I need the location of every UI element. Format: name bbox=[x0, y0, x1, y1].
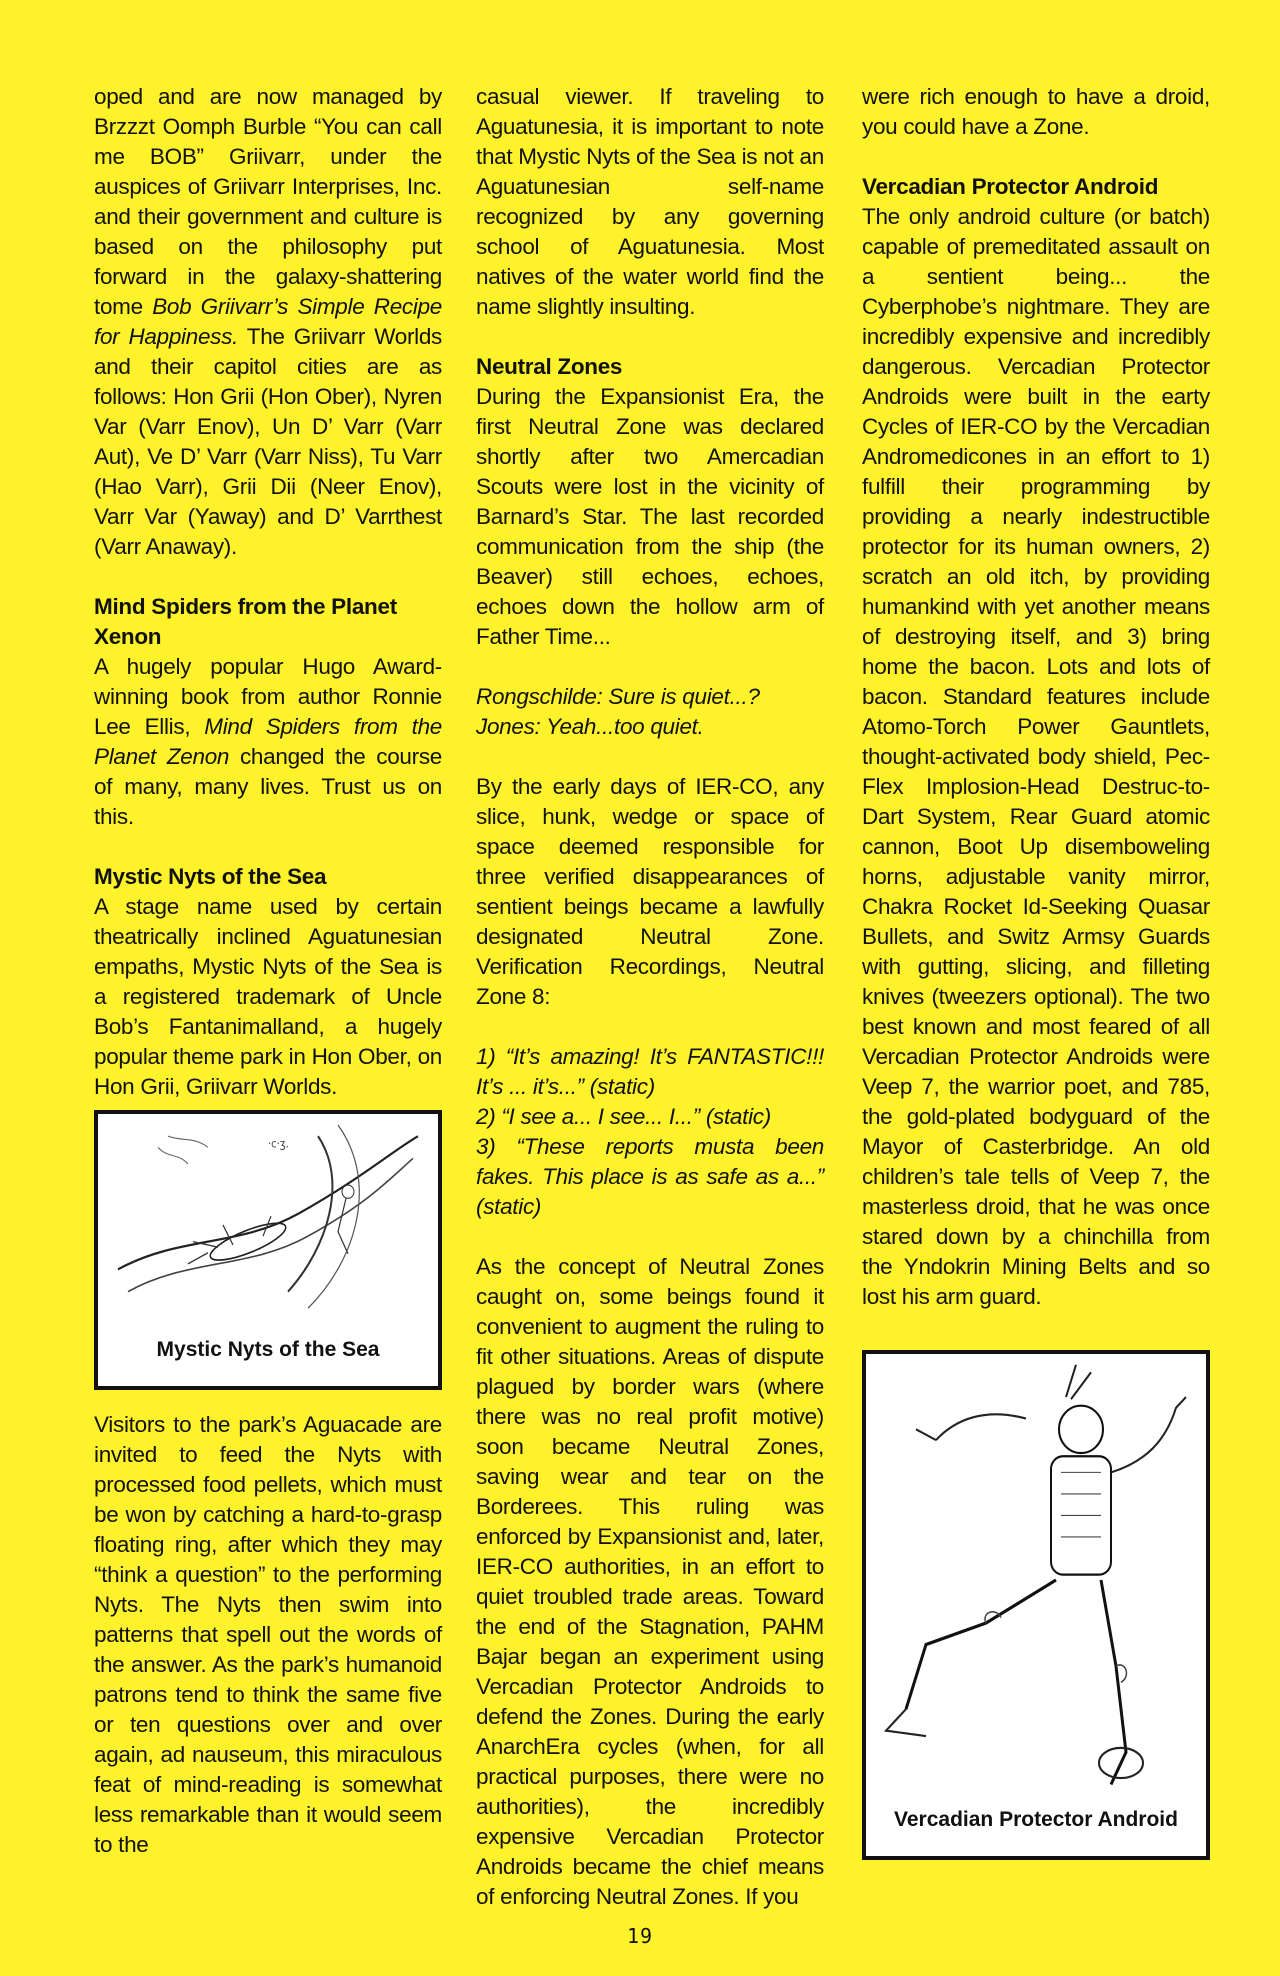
paragraph: A hugely popular Hugo Award-winning book from author Ronnie Lee Ellis, Mind Spiders from the Planet Zenon changed the course of many, many lives. Trust us on this. bbox=[94, 654, 443, 829]
paragraph: The only android culture (or batch) capable of premeditated assault on a sentient being... the Cyberphobe’s nightmare. They are incredibly expensive and incredibly dangerous. Vercadian Protector Androids were built in the earty Cycles of IER-CO by the Vercadian Andromedicones in an effort to 1) fulfill their programming by providing a nearly indestructible protector for its human owners, 2) scratch an old itch, by providing humankind with yet another means of destroying itself, and 3) bring home the bacon. Lots and lots of bacon. Standard features include Atomo-Torch Power Gauntlets, thought-activated body shield, Pec-Flex Implosion-Head Destruc-to-Dart System, Rear Guard atomic cannon, Boot Up disemboweling horns, adjustable vanity mirror, Chakra Rocket Id-Seeking Quasar Bullets, and Switz Armsy Guards with gutting, slicing, and filleting knives (tweezers optional). The two best known and most feared of all Vercadian Protector Androids were Veep 7, the warrior poet, and 785, the gold-plated bodyguard of the Mayor of Casterbridge. An old children’s tale tells of Veep 7, the masterless droid, that he was once stared down by a chinchilla from the Yndokrin Mining Belts and so lost his arm guard. bbox=[862, 204, 1210, 1309]
heading-mystic-nyts: Mystic Nyts of the Sea bbox=[94, 864, 327, 889]
figure-caption: Mystic Nyts of the Sea bbox=[156, 1338, 380, 1361]
svg-text:·c·ʒ.: ·c·ʒ. bbox=[268, 1137, 289, 1151]
column-3 bbox=[862, 82, 1210, 1342]
paragraph: By the early days of IER-CO, any slice, hunk, wedge or space of space deemed responsible for three verified disappearances of sentient beings became a lawfully designated Neutral Zone. Verification Recordings, Neutral Zone 8: bbox=[476, 774, 824, 1009]
column-2 bbox=[476, 82, 824, 1942]
paragraph: were rich enough to have a droid, you could have a Zone. bbox=[862, 84, 1210, 139]
paragraph: oped and are now managed by Brzzzt Oomph Burble “You can call me BOB” Griivarr, under the auspices of Griivarr Interprises, Inc. and their government and culture is based on the philosophy put forward in the galaxy-shattering tome Bob Griivarr’s Simple Recipe for Happiness. The Griivarr Worlds and their capitol cities are as follows: Hon Grii (Hon Ober), Nyren Var (Varr Enov), Un D’ Varr (Varr Aut), Ve D’ Varr (Varr Niss), Tu Varr (Hao Varr), Grii Dii (Neer Enov), Varr Var (Yaway) and D’ Varrthest (Varr Anaway). bbox=[94, 84, 443, 559]
vercadian-android-illustration bbox=[866, 1354, 1206, 1806]
column-1-continued bbox=[94, 1410, 442, 1890]
heading-mind-spiders: Mind Spiders from the Planet Xenon bbox=[94, 594, 397, 649]
quote-block: Rongschilde: Sure is quiet...? Jones: Yeah...too quiet. bbox=[476, 684, 760, 739]
figure-vercadian-android bbox=[862, 1350, 1210, 1860]
column-1 bbox=[94, 82, 442, 1132]
heading-neutral-zones: Neutral Zones bbox=[476, 354, 623, 379]
paragraph: A stage name used by certain theatrically inclined Aguatunesian empaths, Mystic Nyts of the Sea is a registered trademark of Uncle Bob’s Fantanimalland, a hugely popular theme park in Hon Ober, on Hon Grii, Griivarr Worlds. bbox=[94, 894, 442, 1099]
figure-mystic-nyts bbox=[94, 1110, 442, 1390]
heading-vercadian: Vercadian Protector Android bbox=[862, 174, 1159, 199]
page-number: 19 bbox=[626, 1924, 654, 1948]
paragraph: As the concept of Neutral Zones caught on, some beings found it convenient to augment the ruling to fit other situations. Areas of dispute plagued by border wars (where there was no real profit motive) soon became Neutral Zones, saving wear and tear on the Borderees. This ruling was enforced by Expansionist and, later, IER-CO authorities, in an effort to quiet troubled trade areas. Toward the end of the Stagnation, PAHM Bajar began an experiment using Vercadian Protector Androids to defend the Zones. During the early AnarchEra cycles (when, for all practical purposes, there were no authorities), the incredibly expensive Vercadian Protector Androids became the chief means of enforcing Neutral Zones. If you bbox=[476, 1254, 824, 1909]
paragraph: casual viewer. If traveling to Aguatunesia, it is important to note that Mystic Nyts of the Sea is not an Aguatunesian self-name recognized by any governing school of Aguatunesia. Most natives of the water world find the name slightly insulting. bbox=[476, 84, 824, 319]
figure-caption: Vercadian Protector Android bbox=[894, 1808, 1178, 1831]
paragraph: Visitors to the park’s Aguacade are invited to feed the Nyts with processed food pellets, which must be won by catching a hard-to-grasp floating ring, after which they may “think a question” to the performing Nyts. The Nyts then swim into patterns that spell out the words of the answer. As the park’s humanoid patrons tend to think the same five or ten questions over and over again, ad nauseum, this miraculous feat of mind-reading is somewhat less remarkable than it would seem to the bbox=[94, 1412, 442, 1857]
recordings-list: 1) “It’s amazing! It’s FANTASTIC!!! It’s ... it’s...” (static) 2) “I see a... I see... I...” (static) 3) “These reports musta been fakes. This place is as safe as a...” (static) bbox=[476, 1044, 824, 1219]
mystic-nyts-illustration bbox=[98, 1114, 438, 1336]
paragraph: During the Expansionist Era, the first Neutral Zone was declared shortly after two Amercadian Scouts were lost in the vicinity of Barnard’s Star. The last recorded communication from the ship (the Beaver) still echoes, echoes, echoes down the hollow arm of Father Time... bbox=[476, 384, 824, 649]
